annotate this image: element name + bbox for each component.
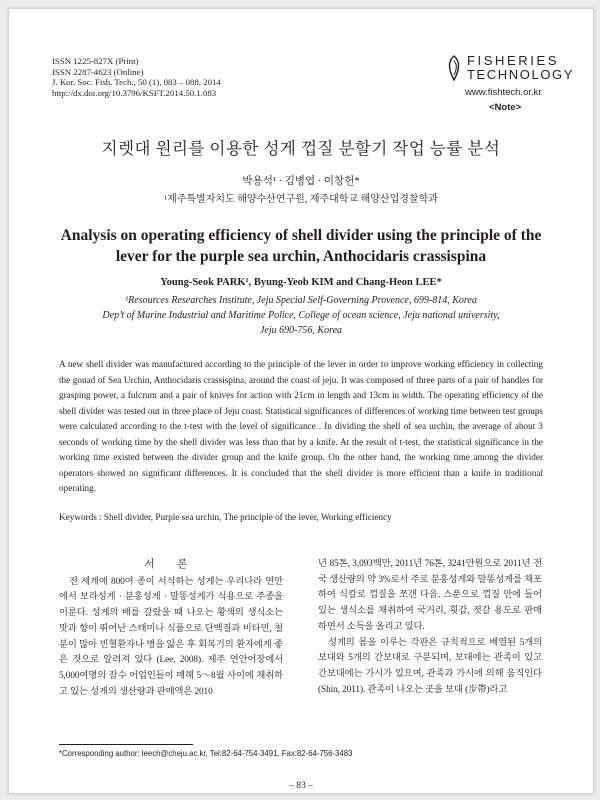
paper-page bbox=[8, 8, 594, 794]
abstract: A new shell divider was manufactured according to the principle of the lever in order to improve working efficiency in collecting the gonad of Sea Urchin, Anthocidaris crassispina, around the coast of jeju. It was composed of three parts of a pair of handles for grasping power, a fulcrum and a pair of knives for action with 21cm in length and 13cm in width. The operating efficiency of the shell divider was tested out in three place of Jeju coast. Statistical significances of differences of working time between test groups were calculated according to the t-test with the level of significance . In dividing the shell of sea urchin, the average of about 3 seconds of working time by the shell divider was less than that by a knife. At the result of t-test, the statistical significance in the working time existed between the divider group and the knife group. On the other hand, the working time among the divider operators showed no significant differences. It is concluded that the shell divider is more efficient than a knife in traditional operating. bbox=[59, 359, 543, 494]
citation: J. Kor. Soc. Fish. Tech., 50 (1), 083 – 088, 2014 bbox=[52, 77, 221, 88]
doi-link[interactable]: http://dx.doi.org/10.3796/KSFT.2014.50.1.083 bbox=[52, 87, 217, 98]
issn-online: ISSN 2287-4623 (Online) bbox=[52, 66, 144, 77]
korean-title: 지렛대 원리를 이용한 성게 껍질 분할기 작업 능률 분석 bbox=[101, 139, 501, 158]
english-title: Analysis on operating efficiency of shell divider using the principle of the lever for the purple sea urchin, Anthocidaris crassispina bbox=[60, 227, 542, 265]
korean-authors: 박용석¹ · 김병엽 · 이창헌* bbox=[242, 176, 360, 187]
body-paragraph: 년 85톤, 3,093백만, 2011년 76톤, 3241만원으로 2011년 전국 생산량의 약 3%로서 주로 분홍성게와 말똥성게를 채포하여 식칼로 껍질을 쪼갠 다음, 스푼으로 껍질 안에 들어 있는 생식소를 채취하여 국거리, 횟감, 젓갈 용도로 판매하면서 소득을 올리고 있다. bbox=[318, 559, 542, 632]
korean-affiliation: ¹제주특별자치도 해양수산연구원, 제주대학교 해양산업경찰학과 bbox=[164, 194, 438, 205]
body-column-right bbox=[318, 557, 542, 698]
section-heading-introduction: 서 론 bbox=[144, 559, 198, 570]
affiliation-2: Dep’t of Marine Industrial and Maritime Police, College of ocean science, Jeju national university, bbox=[102, 309, 500, 321]
journal-website-link[interactable]: www.fishtech.or.kr bbox=[465, 87, 542, 98]
issn-print: ISSN 1225-827X (Print) bbox=[52, 56, 139, 66]
affiliation-1: ¹Resources Researches Institute, Jeju Special Self-Governing Provence, 699-814, Korea bbox=[125, 295, 477, 306]
corresponding-author-footnote: *Corresponding author: leech@cheju.ac.kr, Tel:82-64-754-3491, Fax:82-64-756-3483 bbox=[59, 749, 353, 758]
fish-logo-icon bbox=[445, 55, 463, 81]
english-authors: Young-Seok PARK¹, Byung-Yeob KIM and Chang-Heon LEE* bbox=[160, 277, 442, 288]
footnote-divider bbox=[59, 744, 193, 745]
english-affiliations bbox=[9, 294, 593, 338]
keywords: Keywords : Shell divider, Purple sea urchin, The principle of the lever, Working efficiency bbox=[59, 512, 392, 522]
affiliation-3: Jeju 690-756, Korea bbox=[259, 324, 343, 336]
body-paragraph: 성게의 몸을 이루는 각판은 규칙적으로 배열된 5개의 보대와 5개의 간보대로 구분되며, 보대에는 관족이 있고 간보대에는 가시가 있으며, 관족과 가시에 의해 움직인다 (Shin, 2011). 관족이 나오는 곳을 보대 (步帶)라고 bbox=[318, 637, 542, 695]
page-number: – 83 – bbox=[289, 781, 313, 791]
logo-text-fisheries: FISHERIES bbox=[467, 53, 560, 68]
logo-text-technology: TECHNOLOGY bbox=[467, 67, 575, 82]
body-paragraph: 전 세계에 800여 종이 서식하는 성게는 우리나라 연안에서 보라성게 · 분홍성게 · 말똥성게가 식용으로 주종을 이룬다. 성게의 배를 갈랐을 때 나오는 황색의 생식소는 맛과 향이 뛰어난 스태미나 식품으로 단백질과 비타민, 철분이 많아 빈혈환자나 병을 앓은 후 회복기의 환자에게 좋은 것으로 알려져 있다 (Lee, 2008). 제주 연안어장에서 5,000여명의 잠수 어업인들이 매해 5～8월 사이에 채취하고 있는 성게의 생산량과 판매액은 2010 bbox=[59, 576, 283, 697]
journal-metadata bbox=[52, 56, 221, 98]
body-column-left bbox=[59, 557, 283, 700]
article-type-label: <Note> bbox=[489, 102, 522, 113]
